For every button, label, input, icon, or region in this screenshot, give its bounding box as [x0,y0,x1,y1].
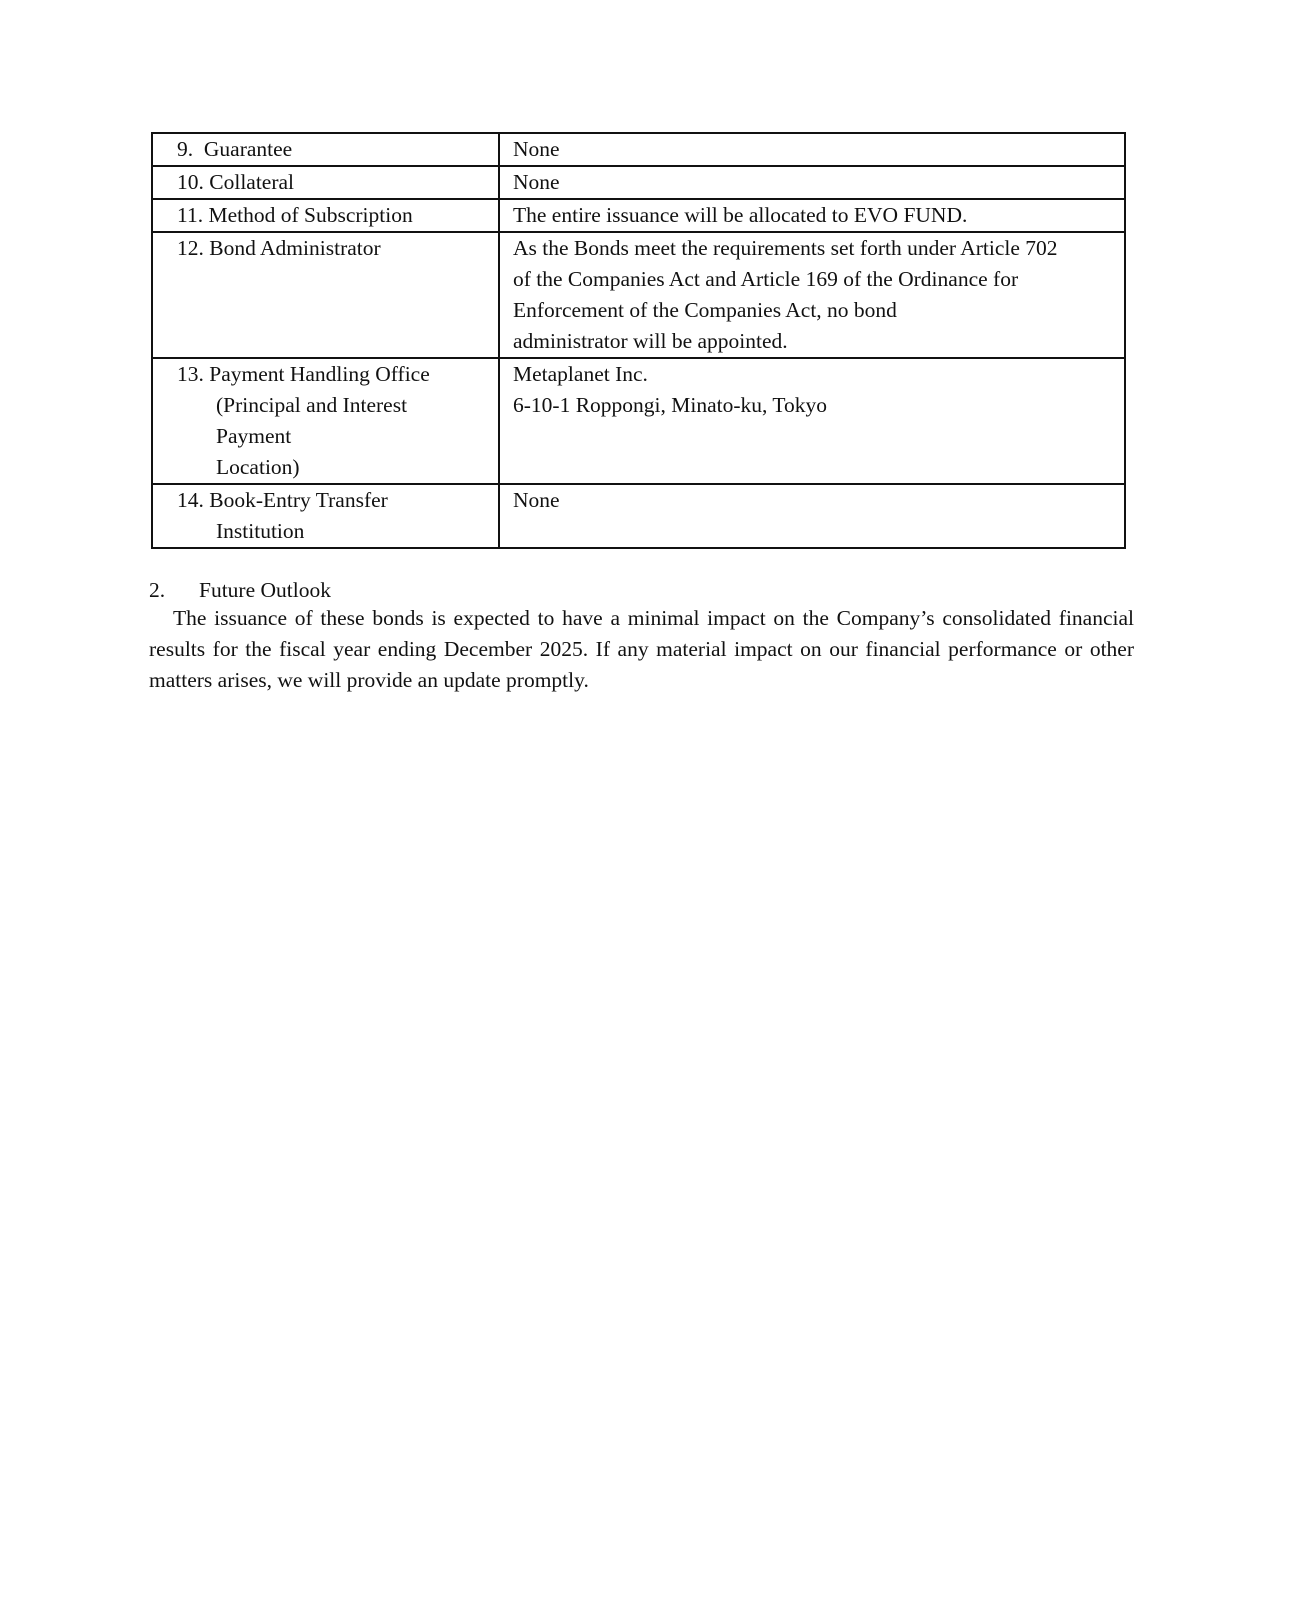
section-paragraph: The issuance of these bonds is expected to have a minimal impact on the Company’s consolidated financial results for the fiscal year ending December 2025. If any material impact on our financial performance or other matters arises, we will provide an update promptly. [149,606,1134,692]
item-label-continuation: Location) [216,455,300,479]
item-value: None [513,137,560,161]
table-row [152,133,1125,166]
table-row [152,232,1125,358]
item-value: The entire issuance will be allocated to EVO FUND. [513,203,968,227]
table-row [152,484,1125,548]
term-value-cell [499,133,1125,166]
term-value-cell [499,358,1125,484]
term-value-cell [499,199,1125,232]
item-value: None [513,488,560,512]
item-number: 9. [177,137,194,161]
item-value-line: administrator will be appointed. [513,329,788,353]
table-row [152,166,1125,199]
future-outlook-section [149,575,1134,696]
item-label-continuation: Payment [216,424,292,448]
item-label: Method of Subscription [208,203,413,227]
term-label-cell [152,358,499,484]
section-title: Future Outlook [199,578,331,602]
table-row [152,199,1125,232]
term-label-cell [152,166,499,199]
term-label-cell [152,232,499,358]
term-value-cell [499,166,1125,199]
table-row [152,358,1125,484]
bond-terms-table [151,132,1126,549]
item-label: Guarantee [203,137,293,161]
item-label: Book-Entry Transfer [209,488,388,512]
item-value-line: Metaplanet Inc. [513,362,648,386]
item-label-continuation: (Principal and Interest [216,393,408,417]
item-label: Bond Administrator [209,236,381,260]
item-value: None [513,170,560,194]
item-label-continuation: Institution [216,519,305,543]
item-number: 10. [177,170,204,194]
item-value-line: 6-10-1 Roppongi, Minato-ku, Tokyo [513,393,828,417]
item-value-line: of the Companies Act and Article 169 of the Ordinance for [513,267,1019,291]
item-value-line: As the Bonds meet the requirements set forth under Article 702 [513,236,1058,260]
item-label: Collateral [209,170,295,194]
item-number: 11. [177,203,204,227]
term-value-cell [499,232,1125,358]
term-label-cell [152,133,499,166]
term-label-cell [152,484,499,548]
section-number: 2. [149,578,166,602]
term-value-cell [499,484,1125,548]
item-number: 12. [177,236,204,260]
section-heading [149,575,1134,606]
item-number: 14. [177,488,204,512]
term-label-cell [152,199,499,232]
item-number: 13. [177,362,204,386]
item-value-line: Enforcement of the Companies Act, no bond [513,298,897,322]
item-label: Payment Handling Office [209,362,430,386]
